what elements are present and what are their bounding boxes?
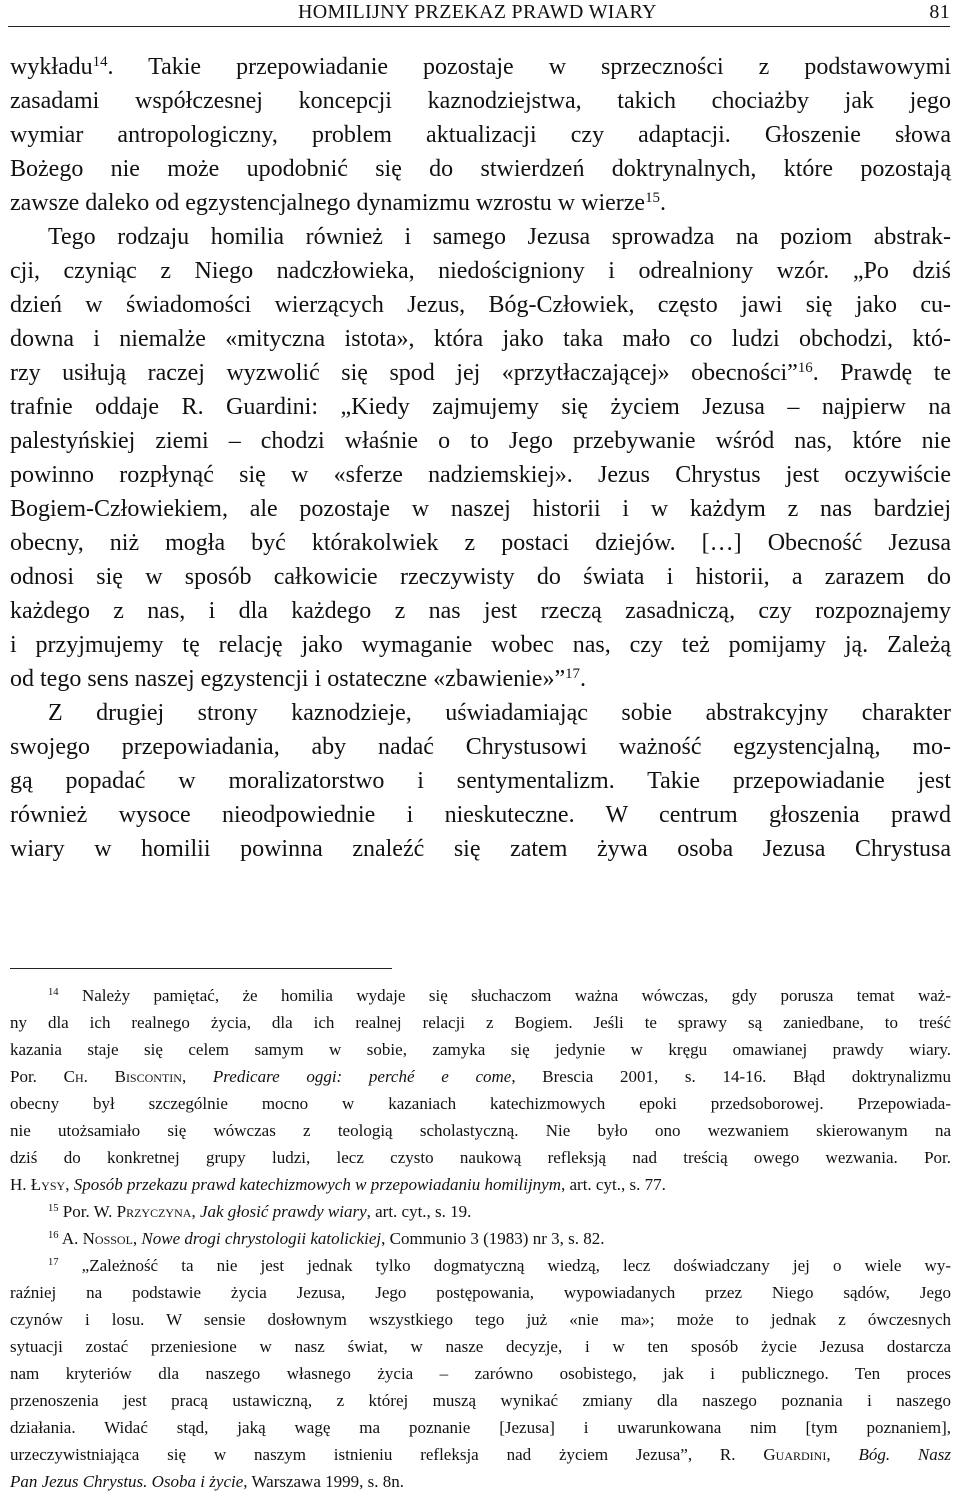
footnote-line: $^{15}$ Por. W. Przyczyna, Jak głosić prawdy wiary, art. cyt., s. 19. xyxy=(48,1202,472,1221)
text-line: powinno rozpłynąć się w «sferze nadziemskiej». Jezus Chrystus jest oczywiście xyxy=(10,462,951,488)
text-line: gą popadać w moralizatorstwo i sentymentalizm. Takie przepowiadanie jest xyxy=(10,768,951,794)
footnote-line: nam kryteriów dla naszego własnego życia – zarówno osobistego, jak i publicznego. Ten proces xyxy=(10,1364,951,1383)
footnote-number: 15 xyxy=(48,1203,59,1215)
footnote-number: 14 xyxy=(48,987,59,999)
footnote-line: dziś do konkretnej grupy ludzi, lecz czysto naukową refleksją nad treścią owego wezwania. Por. xyxy=(10,1148,951,1167)
text-line: rzy usiłują raczej wyzwolić się spod jej «przytłaczającej» obecności”$^{16}$. Prawdę te xyxy=(10,359,952,386)
text-line: Bożego nie może upodobnić się do stwierdzeń doktrynalnych, które pozostają xyxy=(10,156,951,182)
footnote-line: Pan Jezus Chrystus. Osoba i życie, Warszawa 1999, s. 8n. xyxy=(10,1472,404,1491)
footnote-line: Por. Ch. Biscontin, Predicare oggi: perché e come, Brescia 2001, s. 14-16. Błąd doktrynalizmu xyxy=(10,1067,952,1086)
text-line: każdego z nas, i dla każdego z nas jest rzeczą zasadniczą, czy rozpoznajemy xyxy=(10,598,951,624)
text-line: downa i niemalże «mityczna istota», która jako taka mało co ludzi obchodzi, któ- xyxy=(10,326,951,352)
footnote-ref[interactable]: 16 xyxy=(797,359,813,376)
text-line: od tego sens naszej egzystencji i ostateczne «zbawienie»”$^{17}$. xyxy=(10,665,586,692)
footnote-line: $^{14}$ Należy pamiętać, że homilia wydaje się słuchaczom ważna wówczas, gdy porusza temat waż- xyxy=(48,986,951,1005)
footnote-line: obecny był szczególnie mocno w kazaniach katechizmowych epoki przedsoborowej. Przepowiada- xyxy=(10,1094,951,1113)
footnote-ref[interactable]: 15 xyxy=(645,189,660,206)
footnote-line: ny dla ich realnego życia, dla ich realnej relacji z Bogiem. Jeśli te sprawy są zaniedbane, to treść xyxy=(10,1013,951,1032)
text-line: palestyńskiej ziemi – chodzi właśnie o to Jego przebywanie wśród nas, które nie xyxy=(10,428,951,454)
footnote-line: nie utożsamiało się wówczas z teologią scholastyczną. Nie było ono wezwaniem skierowanym na xyxy=(10,1121,951,1140)
text-line: trafnie oddaje R. Guardini: „Kiedy zajmujemy się życiem Jezusa – najpierw na xyxy=(10,394,951,420)
text-line: Z drugiej strony kaznodzieje, uświadamiając sobie abstrakcyjny charakter xyxy=(48,700,951,726)
footnote-number: 17 xyxy=(48,1257,59,1269)
footnote-line: $^{17}$ „Zależność ta nie jest jednak tylko dogmatyczną wiedzą, lecz doświadczany jej o wiele wy- xyxy=(48,1256,951,1275)
text-line: zawsze daleko od egzystencjalnego dynamizmu wzrostu w wierze$^{15}$. xyxy=(10,189,666,216)
text-line: dzień w świadomości wierzących Jezus, Bóg-Człowiek, często jawi się jako cu- xyxy=(10,292,951,318)
text-line: cji, czyniąc z Niego nadczłowieka, niedościgniony i odrealniony wzór. „Po dziś xyxy=(10,258,951,284)
footnote-line: raźniej na podstawie życia Jezusa, Jego postępowania, wypowiadanych przez Niego sądów, Jego xyxy=(10,1283,951,1302)
text-line: wymiar antropologiczny, problem aktualizacji czy adaptacji. Głoszenie słowa xyxy=(10,122,951,148)
footnote-line: H. Łysy, Sposób przekazu prawd katechizmowych w przepowiadaniu homilijnym, art. cyt., s. 77. xyxy=(10,1175,666,1194)
text-line: odnosi się w sposób całkowicie rzeczywisty do świata i historii, a zarazem do xyxy=(10,564,951,590)
running-header xyxy=(8,0,950,27)
text-line: zasadami współczesnej koncepcji kaznodziejstwa, takich chociażby jak jego xyxy=(10,88,951,114)
footnote-line: sytuacji zostać przeniesione w nasz świat, w nasze decyzje, i w ten sposób życie Jezusa dostarcza xyxy=(10,1337,951,1356)
page-number: 81 xyxy=(929,1,950,23)
text-line: wiary w homilii powinna znaleźć się zatem żywa osoba Jezusa Chrystusa xyxy=(10,836,951,862)
footnote-line: działania. Widać stąd, jaką wagę ma poznanie [Jezusa] i uwarunkowana nim [tym poznaniem], xyxy=(10,1418,951,1437)
running-title: HOMILIJNY PRZEKAZ PRAWD WIARY xyxy=(298,1,657,23)
footnote-line: czynów i losu. W sensie dosłownym wszystkiego tego już «nie ma»; może to jednak z ówczesnych xyxy=(10,1310,951,1329)
footnote-ref[interactable]: 17 xyxy=(565,665,580,682)
footnote-line: kazania staje się celem samym w sobie, zamyka się jedynie w kręgu omawianej prawdy wiary. xyxy=(10,1040,951,1059)
footnote-line: przenoszenia jest pracą ustawiczną, z której muszą wynikać zmiany dla naszego poznania i naszego xyxy=(10,1391,951,1410)
text-line: i przyjmujemy tę relację jako wymaganie wobec nas, czy też pomijamy ją. Zależą xyxy=(10,632,951,658)
text-line: również wysoce nieodpowiednie i nieskuteczne. W centrum głoszenia prawd xyxy=(10,802,951,828)
footnote-line: urzeczywistniająca się w naszym istnieniu refleksja nad życiem Jezusa”, R. Guardini, Bóg. Nasz xyxy=(10,1445,951,1464)
footnote-line: $^{16}$ A. Nossol, Nowe drogi chrystologii katolickiej, Communio 3 (1983) nr 3, s. 82. xyxy=(48,1229,605,1248)
footnote-ref[interactable]: 14 xyxy=(92,53,108,70)
footnote-number: 16 xyxy=(48,1230,59,1242)
text-line: wykładu$^{14}$. Takie przepowiadanie pozostaje w sprzeczności z podstawowymi xyxy=(10,53,951,80)
footnote-separator xyxy=(10,968,392,969)
text-line: obecny, niż mogła być którakolwiek z postaci dziejów. […] Obecność Jezusa xyxy=(10,530,951,556)
text-line: swojego przepowiadania, aby nadać Chrystusowi ważność egzystencjalną, mo- xyxy=(10,734,951,760)
text-line: Tego rodzaju homilia również i samego Jezusa sprowadza na poziom abstrak- xyxy=(48,224,951,250)
text-line: Bogiem-Człowiekiem, ale pozostaje w naszej historii i w każdym z nas bardziej xyxy=(10,496,951,522)
